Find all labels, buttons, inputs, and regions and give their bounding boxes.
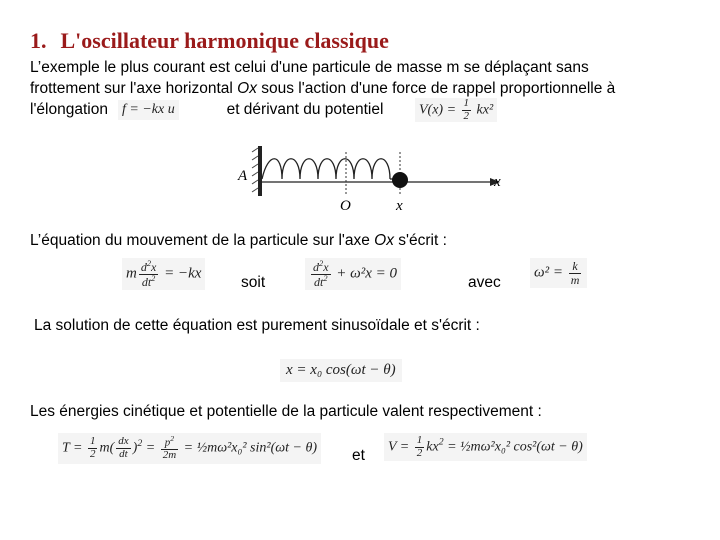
et-word: et — [352, 447, 365, 464]
section-title — [30, 28, 389, 54]
axis-ox: Ox — [237, 80, 257, 97]
solution-intro: La solution de cette équation est purement sinusoïdale et s'écrit : — [34, 317, 480, 334]
solution-formula: x = x₀ cos(ωt − θ) — [280, 359, 402, 382]
label-x-axis: x — [494, 174, 501, 190]
intro-line-2: frottement sur l'axe horizontal Ox sous l'action d'une force de rappel proportionnelle à — [30, 80, 616, 97]
potential-formula: V(x) = $\frac{1}{2}$ kx² — [415, 98, 497, 122]
particle-mass — [392, 172, 408, 188]
section-title-text: L'oscillateur harmonique classique — [60, 28, 389, 53]
wall-hatching — [252, 148, 258, 192]
equation-intro: L’équation du mouvement de la particule sur l'axe Ox s'écrit : — [30, 232, 447, 249]
kinetic-energy-formula: T = $\frac{1}{2}$ m( $\frac{dx}{dt}$ )$^2$ = $\frac{p^2}{2m}$ = ½mω²x₀² sin²(ωt − θ) — [58, 433, 321, 464]
omega-definition: ω² = $\frac{k}{m}$ — [530, 258, 587, 288]
energies-intro: Les énergies cinétique et potentielle de la particule valent respectivement : — [30, 403, 542, 420]
wall — [258, 146, 262, 196]
spring-diagram — [228, 138, 518, 218]
section-number: 1. — [30, 28, 47, 53]
avec-word: avec — [468, 274, 501, 291]
intro-line-1: L’exemple le plus courant est celui d'une particule de masse m se déplaçant sans — [30, 59, 589, 76]
label-o: O — [340, 198, 351, 214]
normalized-equation: $\frac{d^2x}{dt^2}$ + ω²x = 0 — [305, 258, 401, 290]
force-formula: f = −kx u — [118, 100, 179, 120]
label-x-pos: x — [396, 198, 403, 214]
elongation-label: l'élongation — [30, 101, 108, 118]
soit-word: soit — [241, 274, 266, 291]
potential-energy-formula: V = $\frac{1}{2}$ $kx^2$ = ½mω²x₀² cos²(ωt − θ) — [384, 433, 587, 461]
motion-equation: m $\frac{d^2x}{dt^2}$ = −kx — [122, 258, 205, 290]
label-a: A — [238, 168, 248, 184]
potential-label: et dérivant du potentiel — [226, 101, 384, 118]
spring — [262, 159, 390, 179]
